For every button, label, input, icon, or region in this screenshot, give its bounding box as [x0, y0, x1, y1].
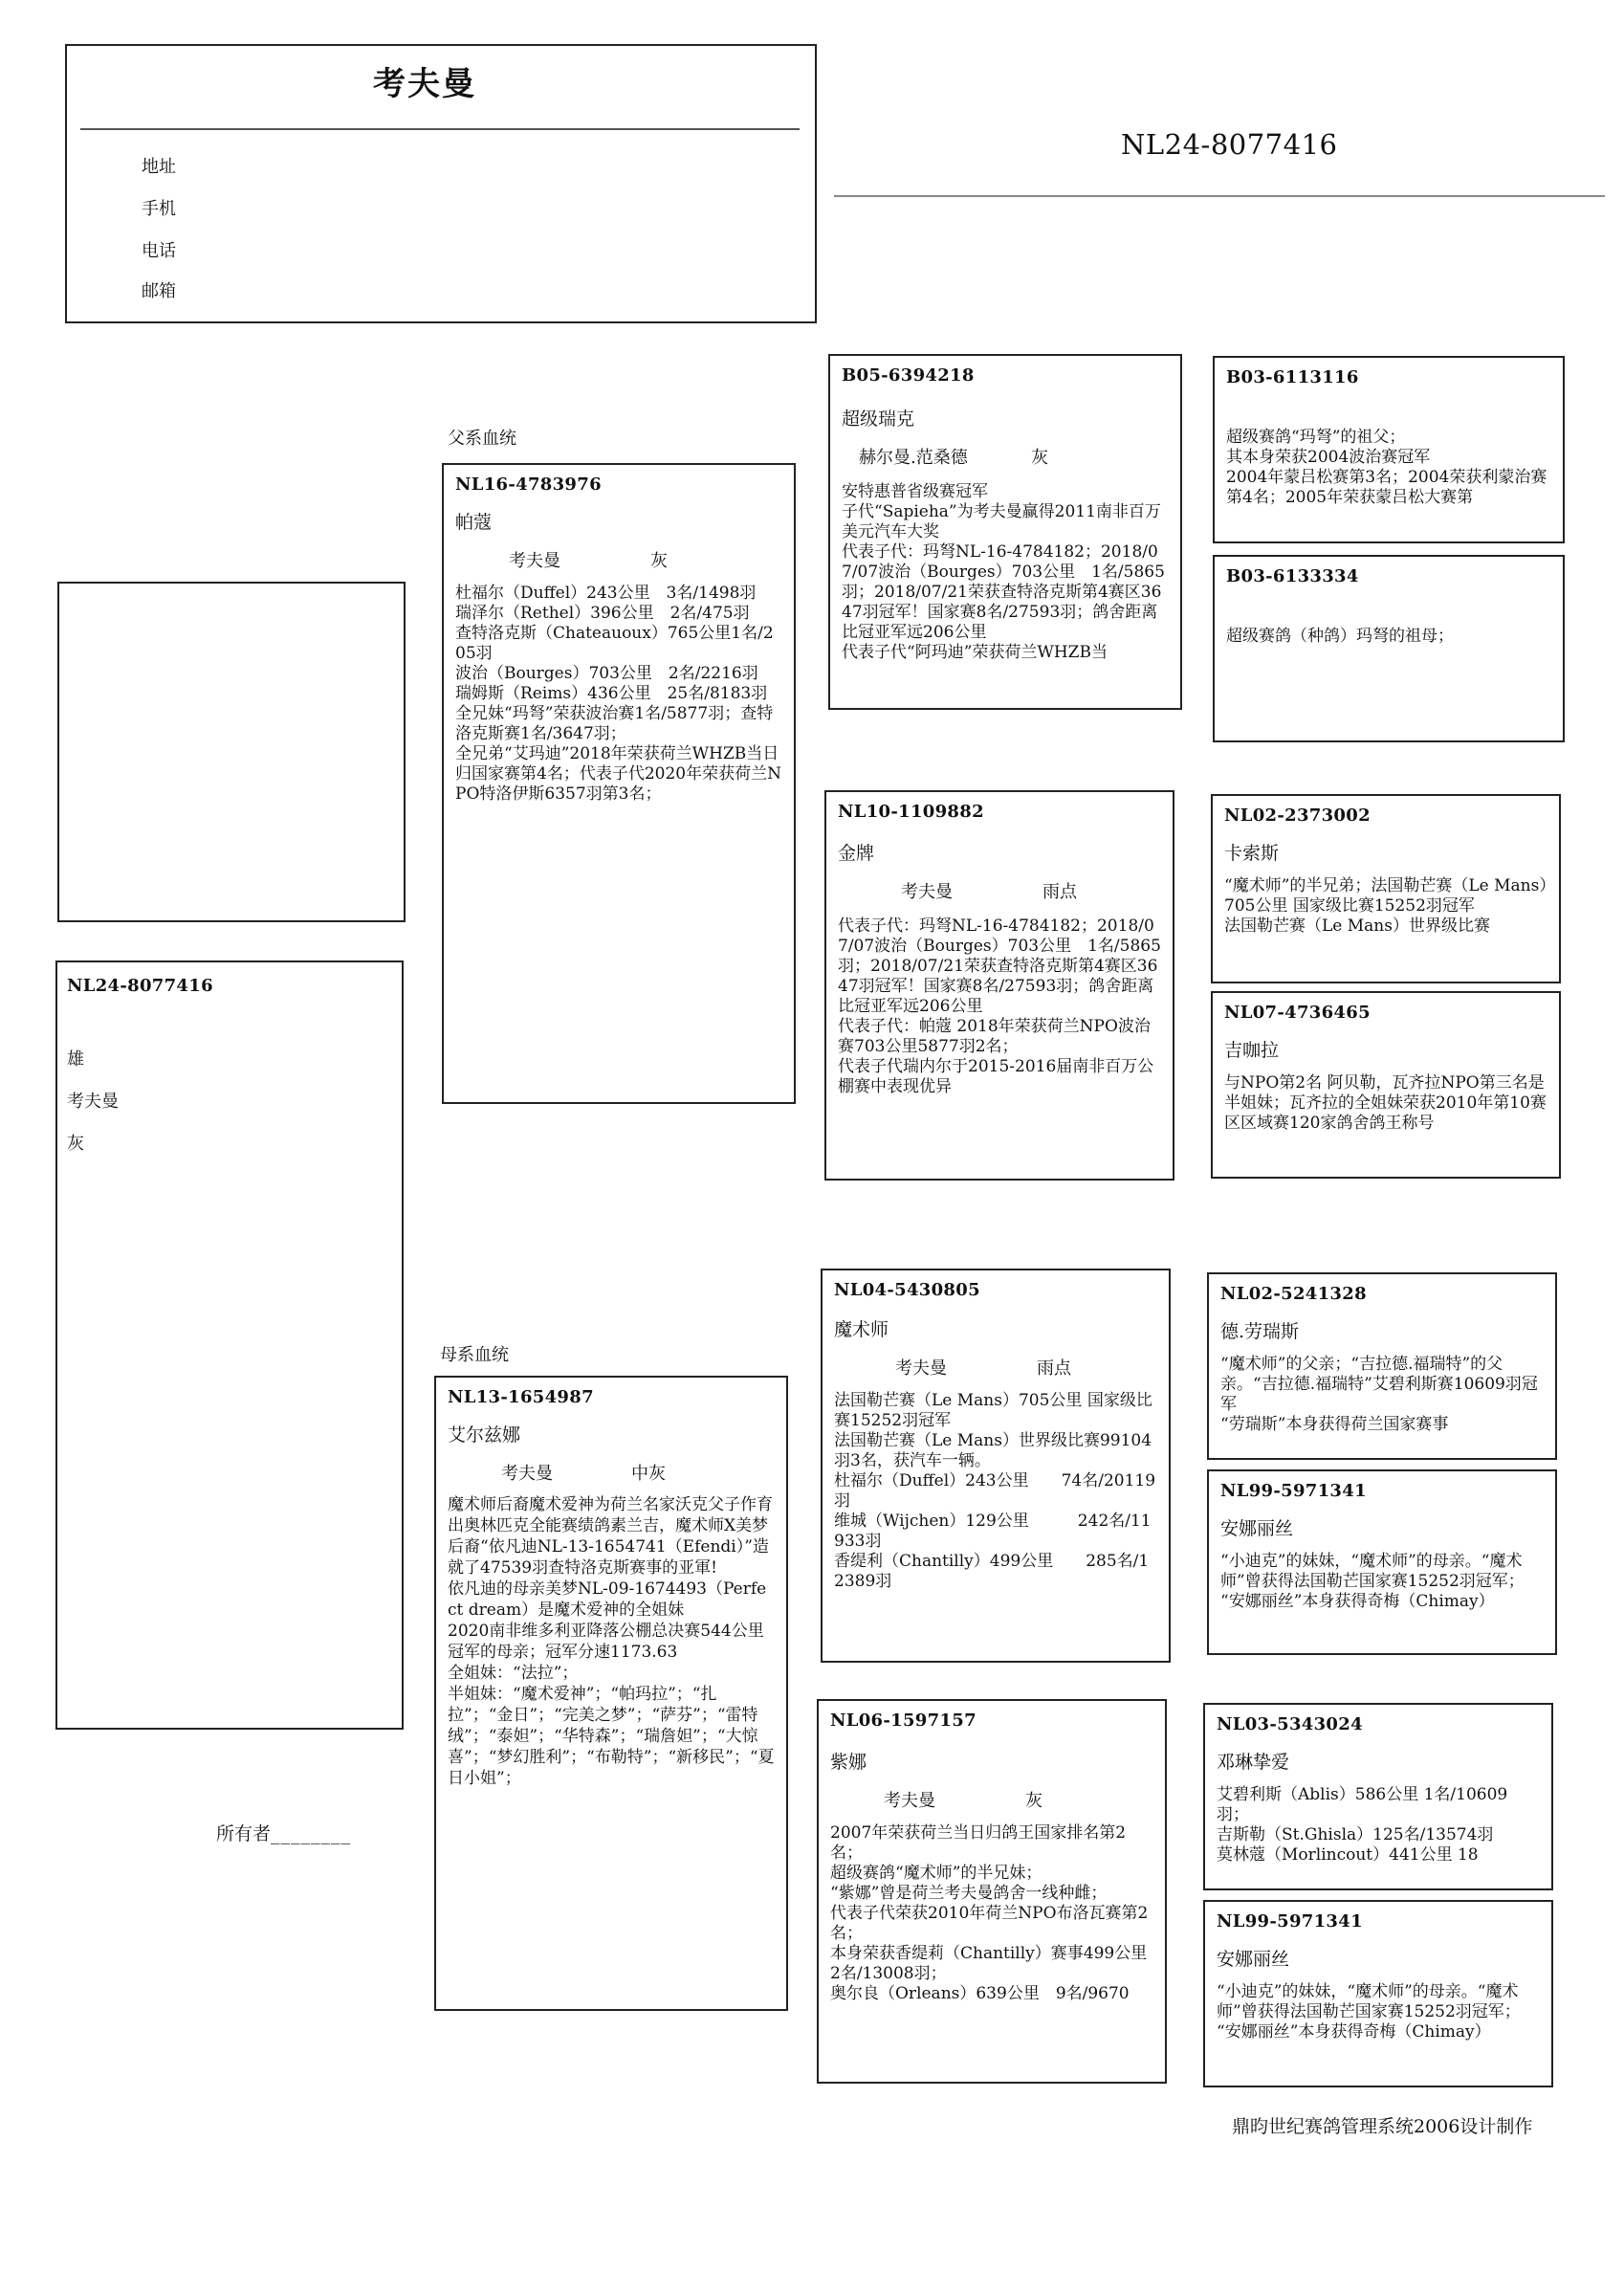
ssd-ring: B03-6133334 — [1226, 566, 1359, 586]
dam-line-label: 母系血统 — [440, 1345, 509, 1365]
header-ring-number: NL24-8077416 — [1121, 128, 1338, 161]
dd-name: 紫娜 — [830, 1752, 867, 1773]
email-label: 邮箱 — [142, 281, 176, 301]
mobile-label: 手机 — [142, 199, 176, 219]
sdd-desc: 与NPO第2名 阿贝勒，瓦齐拉NPO第三名是半姐妹；瓦齐拉的全姐妹荣获2010年第10赛区区域赛120家鸽舍鸽王称号 — [1224, 1073, 1547, 1133]
dd-desc: 2007年荣获荷兰当日归鸽王国家排名第2名； 超级赛鸽“魔术师”的半兄妹； “紫娜”曾是荷兰考夫曼鸽舍一线种雌； 代表子代荣获2010年荷兰NPO布洛瓦赛第2名； 本身荣获香缇莉（Chantilly）赛事499公里 2名/13008羽； 奥尔良（Orleans）639公里 9名/9670 — [830, 1823, 1149, 2003]
ddd-desc: “小迪克”的妹妹，“魔术师”的母亲。“魔术师”曾获得法国勒芒国家赛15252羽冠军； “安娜丽丝”本身获得奇梅（Chimay） — [1217, 1982, 1521, 2042]
subject-box — [55, 960, 404, 1730]
dsd-name: 安娜丽丝 — [1220, 1518, 1294, 1539]
header-ring-underline — [834, 195, 1605, 197]
dsd-desc: “小迪克”的妹妹，“魔术师”的母亲。“魔术师”曾获得法国勒芒国家赛15252羽冠军； “安娜丽丝”本身获得奇梅（Chimay） — [1220, 1552, 1525, 1611]
sss-desc: 超级赛鸽“玛弩”的祖父； 其本身荣获2004波治赛冠军 2004年蒙吕松赛第3名；2004荣获利蒙治赛第4名；2005年荣获蒙吕松大赛第 — [1226, 428, 1547, 507]
owner-name: 考夫曼 — [373, 65, 476, 103]
ggp-sds-box — [1211, 794, 1561, 983]
ds-desc: 法国勒芒赛（Le Mans）705公里 国家级比赛15252羽冠军 法国勒芒赛（Le Mans）世界级比赛99104羽3名，获汽车一辆。 杜福尔（Duffel）243公里 74名/20119羽 维城（Wijchen）129公里 242名/11933羽 香缇利（Chantilly）499公里 285名/12389羽 — [834, 1391, 1156, 1591]
phone-label: 电话 — [142, 241, 176, 261]
ggp-ssd-box — [1213, 555, 1565, 742]
dam-breeder: 考夫曼 — [501, 1464, 553, 1484]
dd-breed-row — [830, 1787, 1153, 1812]
ss-ring: B05-6394218 — [842, 365, 975, 386]
owner-label: 所有者 — [216, 1823, 272, 1844]
dam-breed-row — [448, 1460, 775, 1485]
dds-name: 邓琳挚爱 — [1217, 1752, 1290, 1773]
ddd-ring: NL99-5971341 — [1217, 1911, 1363, 1932]
ggp-ddd-box — [1203, 1900, 1553, 2087]
sire-ring: NL16-4783976 — [455, 475, 602, 495]
address-label: 地址 — [142, 157, 176, 177]
ds-name: 魔术师 — [834, 1319, 889, 1340]
dd-color: 灰 — [1025, 1791, 1042, 1811]
sdd-ring: NL07-4736465 — [1224, 1003, 1371, 1023]
dam-ring: NL13-1654987 — [448, 1387, 594, 1407]
dss-name: 德.劳瑞斯 — [1220, 1321, 1300, 1342]
sire-name: 帕蔻 — [455, 512, 493, 533]
sire-color: 灰 — [650, 551, 668, 571]
ggp-dss-box — [1207, 1272, 1557, 1460]
dam-name: 艾尔兹娜 — [448, 1424, 521, 1446]
owner-header-box — [65, 44, 817, 323]
dsd-ring: NL99-5971341 — [1220, 1481, 1367, 1501]
dds-ring: NL03-5343024 — [1217, 1714, 1363, 1734]
ggp-dds-box — [1203, 1703, 1553, 1890]
sds-desc: “魔术师”的半兄弟；法国勒芒赛（Le Mans）705公里 国家级比赛15252羽冠军 法国勒芒赛（Le Mans）世界级比赛 — [1224, 876, 1547, 936]
ss-breeder: 赫尔曼.范桑德 — [859, 448, 968, 468]
sds-name: 卡索斯 — [1224, 843, 1280, 864]
ss-desc: 安特惠普省级赛冠军 子代“Sapieha”为考夫曼赢得2011南非百万美元汽车大奖 代表子代：玛弩NL-16-4784182；2018/07/07波治（Bourges）703公里 1名/5865羽；2018/07/21荣获查特洛克斯第4赛区3647羽冠军！国家赛8名/27593羽；鸽舍距离比冠亚军远206公里 代表子代“阿玛迪”荣获荷兰WHZB当 — [842, 482, 1165, 662]
ds-ring: NL04-5430805 — [834, 1280, 980, 1300]
subject-sex: 雄 — [67, 1049, 84, 1070]
sd-ring: NL10-1109882 — [838, 802, 984, 822]
sdd-name: 吉咖拉 — [1224, 1040, 1280, 1061]
ss-color: 灰 — [1031, 448, 1048, 468]
ggp-sss-box — [1213, 356, 1565, 543]
sd-breeder: 考夫曼 — [901, 882, 953, 902]
footer-credit: 鼎昀世纪赛鸽管理系统2006设计制作 — [1232, 2116, 1533, 2137]
dam-color: 中灰 — [631, 1464, 666, 1484]
sd-name: 金牌 — [838, 843, 875, 864]
owner-signature — [216, 1820, 351, 1845]
dam-box — [434, 1376, 788, 2011]
sd-breed-row — [838, 878, 1161, 903]
sds-ring: NL02-2373002 — [1224, 806, 1371, 826]
sss-ring: B03-6113116 — [1226, 367, 1359, 387]
dss-desc: “魔术师”的父亲；“吉拉德.福瑞特”的父亲。“吉拉德.福瑞特”艾碧利斯赛10609羽冠军 “劳瑞斯”本身获得荷兰国家赛事 — [1220, 1355, 1538, 1434]
ss-breed-row — [842, 444, 1169, 469]
subject-ring: NL24-8077416 — [67, 976, 213, 996]
ggp-dsd-box — [1207, 1469, 1557, 1655]
owner-blank: ________ — [271, 1823, 352, 1844]
subject-breeder: 考夫曼 — [67, 1092, 119, 1112]
dss-ring: NL02-5241328 — [1220, 1284, 1367, 1304]
subject-color: 灰 — [67, 1134, 84, 1154]
granddam-paternal-box — [824, 790, 1174, 1181]
ds-color: 雨点 — [1037, 1358, 1071, 1379]
ddd-name: 安娜丽丝 — [1217, 1949, 1290, 1970]
sire-breed-row — [455, 547, 782, 572]
ds-breed-row — [834, 1355, 1157, 1380]
sire-line-label: 父系血统 — [448, 429, 516, 449]
grandsire-paternal-box — [828, 354, 1182, 710]
granddam-maternal-box — [817, 1699, 1167, 2084]
dd-ring: NL06-1597157 — [830, 1711, 977, 1731]
sire-desc: 杜福尔（Duffel）243公里 3名/1498羽 瑞泽尔（Rethel）396公里 2名/475羽 查特洛克斯（Chateauoux）765公里1名/205羽 波治（Bourges）703公里 2名/2216羽 瑞姆斯（Reims）436公里 25名/8183羽 全兄妹“玛弩”荣获波治赛1名/5877羽；查特洛克斯赛1名/3647羽； 全兄弟“艾玛迪”2018年荣获荷兰WHZB当日归国家赛第4名；代表子代2020年荣获荷兰NPO特洛伊斯6357羽第3名； — [455, 584, 781, 804]
ggp-sdd-box — [1211, 991, 1561, 1179]
ssd-desc: 超级赛鸽（种鸽）玛弩的祖母； — [1226, 627, 1454, 646]
sire-breeder: 考夫曼 — [509, 551, 560, 571]
sd-desc: 代表子代：玛弩NL-16-4784182；2018/07/07波治（Bourges）703公里 1名/5865羽；2018/07/21荣获查特洛克斯第4赛区3647羽冠军！国家赛8名/27593羽；鸽舍距离比冠亚军远206公里 代表子代：帕蔻 2018年荣获荷兰NPO波治赛703公里5877羽2名； 代表子代瑞内尔于2015-2016届南非百万公棚赛中表现优异 — [838, 916, 1161, 1096]
header-divider — [80, 128, 800, 130]
dd-breeder: 考夫曼 — [884, 1791, 935, 1811]
grandsire-maternal-box — [821, 1269, 1171, 1663]
sire-box — [442, 463, 796, 1104]
photo-box — [57, 582, 406, 922]
ss-name: 超级瑞克 — [842, 408, 915, 430]
dam-desc: 魔术师后裔魔术爱神为荷兰名家沃克父子作育出奥林匹克全能赛绩鸽素兰吉，魔术师X美梦后裔“依凡迪NL-13-1654741（Efendi）”造就了47539羽查特洛克斯赛事的亚軍! 依凡迪的母亲美梦NL-09-1674493（Perfect dream）是魔术爱神的全姐妹 2020南非维多利亚降落公棚总决赛544公里冠军的母亲；冠军分速1173.63 全姐妹：“法拉”； 半姐妹：“魔术爱神”；“帕玛拉”；“扎拉”；“金日”；“完美之梦”；“萨芬”；“雷特绒”；“泰妲”；“华特森”；“瑞詹妲”；“大惊喜”；“梦幻胜利”；“布勒特”；“新移民”；“夏日小姐”； — [448, 1495, 775, 1788]
sd-color: 雨点 — [1042, 882, 1077, 902]
dds-desc: 艾碧利斯（Ablis）586公里 1名/10609羽； 吉斯勒（St.Ghisla）125名/13574羽 莫林蔻（Morlincout）441公里 18 — [1217, 1785, 1508, 1865]
ds-breeder: 考夫曼 — [895, 1358, 947, 1379]
